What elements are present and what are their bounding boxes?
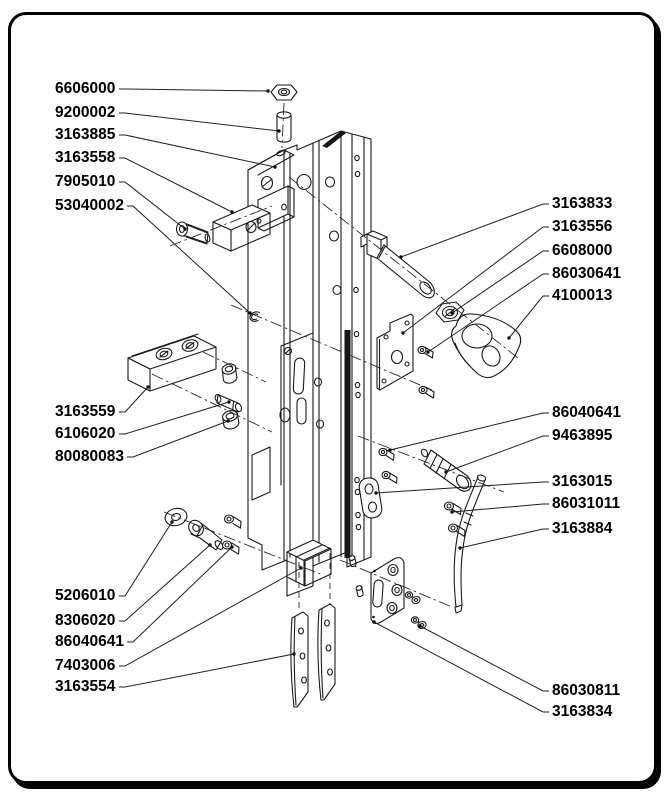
main-frame-column <box>248 131 371 596</box>
leader-dot <box>146 385 149 388</box>
part-number-label: 7905010 <box>55 173 116 190</box>
leader-dot <box>372 620 375 623</box>
cover-plate-bottom <box>371 558 404 624</box>
leader-dot <box>450 311 453 314</box>
leader-dot <box>444 470 447 473</box>
part-number-label: 86040641 <box>552 404 621 421</box>
part-number-label: 9200002 <box>55 104 116 121</box>
leader-line <box>119 522 172 596</box>
leader-dot <box>458 546 461 549</box>
part-number-label: 6606000 <box>55 80 116 97</box>
leader-dot <box>208 543 211 546</box>
part-number-label: 86040641 <box>55 633 124 650</box>
part-number-label: 6608000 <box>552 242 613 259</box>
screw-upper-left <box>177 222 211 244</box>
part-number-label: 3163558 <box>55 149 116 166</box>
leader-line <box>119 545 210 621</box>
leader-line <box>452 251 549 313</box>
leader-dot <box>450 510 453 513</box>
leader-dot <box>266 89 269 92</box>
leader-dot <box>230 545 233 548</box>
part-number-label: 3163015 <box>552 473 613 490</box>
leader-dot <box>230 210 233 213</box>
leader-line <box>127 547 232 642</box>
leader-line <box>119 113 279 131</box>
part-number-label: 80080083 <box>55 448 124 465</box>
leader-dot <box>183 227 186 230</box>
button-screws-right-mid <box>379 448 397 483</box>
leader-dot <box>292 652 295 655</box>
part-number-label: 8306020 <box>55 612 116 629</box>
part-number-label: 9463895 <box>552 427 613 444</box>
leader-line <box>119 654 294 687</box>
leader-dot <box>226 419 229 422</box>
leader-line <box>390 413 549 450</box>
part-number-label: 3163559 <box>55 403 116 420</box>
leader-line <box>119 402 229 434</box>
leader-line <box>119 135 275 167</box>
part-number-label: 53040002 <box>55 197 124 214</box>
part-number-label: 86030641 <box>552 265 621 282</box>
leader-line <box>119 89 268 91</box>
leader-line <box>460 529 549 548</box>
spacer-cylinder <box>277 112 291 142</box>
leader-line <box>374 622 549 712</box>
leader-dot <box>426 350 429 353</box>
part-number-label: 3163834 <box>552 703 613 720</box>
leader-dot <box>507 336 510 339</box>
screws-bottom-right <box>405 592 427 630</box>
leader-dot <box>299 566 302 569</box>
part-number-label: 5206010 <box>55 587 116 604</box>
leader-line <box>119 387 148 412</box>
side-plate <box>377 314 413 390</box>
part-number-label: 3163885 <box>55 126 116 143</box>
clamp-block-left <box>128 334 216 391</box>
leader-dot <box>418 624 421 627</box>
leader-line <box>446 436 549 472</box>
knife-blade-left <box>291 612 308 707</box>
part-number-label: 86031011 <box>552 495 621 512</box>
leader-line <box>119 158 232 212</box>
hex-nut-top <box>271 85 297 100</box>
leader-dot <box>277 129 280 132</box>
leader-line <box>401 204 549 257</box>
leader-dot <box>227 400 230 403</box>
leader-dot <box>374 491 377 494</box>
part-number-label: 86030811 <box>552 682 621 699</box>
leader-dot <box>273 165 276 168</box>
shaft-fitting <box>361 231 434 298</box>
leader-dot <box>248 311 251 314</box>
clamp-knob <box>452 314 521 378</box>
knife-blade-right <box>318 604 335 700</box>
leader-dot <box>388 448 391 451</box>
part-number-label: 6106020 <box>55 425 116 442</box>
leader-dot <box>399 255 402 258</box>
part-number-label: 3163884 <box>552 520 613 537</box>
leader-dot <box>401 331 404 334</box>
leader-line <box>127 421 228 457</box>
part-number-label: 3163833 <box>552 195 613 212</box>
leader-dot <box>170 520 173 523</box>
washer <box>163 506 188 528</box>
bushing-upper <box>221 362 237 383</box>
part-number-label: 3163554 <box>55 678 116 695</box>
part-number-label: 7403006 <box>55 657 116 674</box>
part-number-label: 3163556 <box>552 218 613 235</box>
leader-line <box>119 568 301 666</box>
part-number-label: 4100013 <box>552 287 613 304</box>
